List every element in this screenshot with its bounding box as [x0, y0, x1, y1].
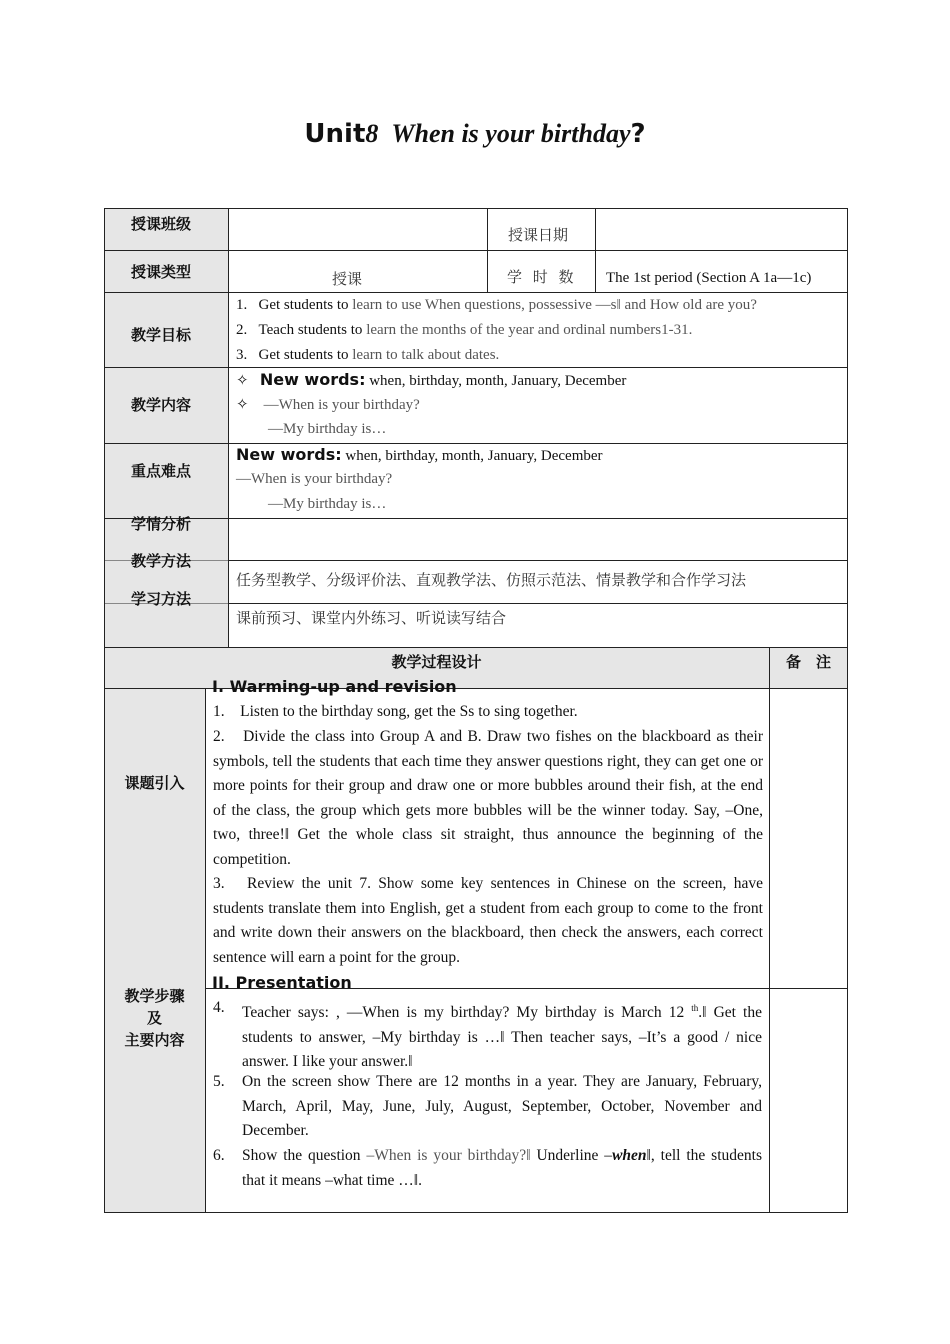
steps-label-line-1: 教学步骤 — [124, 987, 185, 1005]
diamond-icon: ✧ — [236, 371, 249, 389]
teaching-method-label: 教学方法 — [131, 552, 192, 570]
intro-label: 课题引入 — [124, 774, 185, 792]
step-6-text: Show the question –When is your birthday?‖ Underline –when‖, tell the students that it means –what time …‖. — [242, 1147, 762, 1189]
goal-item: 1. Get students to learn to use When questions, possessive —s‖ and How old are you? — [236, 297, 757, 313]
content-label: 教学内容 — [131, 396, 192, 414]
step-4-text: Teacher says: , —When is my birthday? My birthday is March 12 $^{th}$.‖ Get the students to answer, –My birthday is …‖ Then teacher says, –It’s a good / nice answer. I like your answer.‖ — [242, 1003, 762, 1071]
hours-label: 学 时 数 — [507, 268, 574, 286]
step-number: 5. — [213, 1073, 225, 1090]
steps-label-column — [104, 688, 205, 1212]
goal-item: 3. Get students to learn to talk about dates. — [236, 347, 500, 363]
type-value: 授课 — [332, 270, 363, 288]
step-5-text: On the screen show There are 12 months in a year. They are January, February, March, April, May, June, July, August, September, October, November and December. — [242, 1073, 762, 1140]
type-label: 授课类型 — [131, 263, 192, 281]
content-words-line: ✧ New words: when, birthday, month, January, December — [236, 370, 627, 389]
keypoints-label: 重点难点 — [131, 462, 192, 480]
process-header: 教学过程设计 — [391, 653, 482, 671]
learning-method-label: 学习方法 — [131, 590, 192, 608]
steps-label-line-3: 主要内容 — [124, 1031, 185, 1049]
learning-method-value: 课前预习、课堂内外练习、听说读写结合 — [236, 609, 507, 627]
content-question-line: ✧ —When is your birthday? — [236, 395, 420, 413]
intro-step-3: 3. Review the unit 7. Show some key sentences in Chinese on the screen, have students translate them into English, get a student from each group to come to the front and write down their answers on the blackboard, then check the answers, each correct sentence will earn a point for the group. — [213, 875, 763, 966]
steps-label-line-2: 及 — [146, 1009, 162, 1027]
class-label: 授课班级 — [131, 215, 192, 233]
diamond-icon: ✧ — [236, 395, 249, 413]
goal-item: 2. Teach students to learn the months of the year and ordinal numbers1-31. — [236, 322, 693, 338]
teaching-method-value: 任务型教学、分级评价法、直观教学法、仿照示范法、情景教学和合作学习法 — [236, 571, 747, 589]
step-number: 4. — [213, 999, 225, 1016]
date-label: 授课日期 — [508, 226, 569, 244]
intro-step-2: 2. Divide the class into Group A and B. Draw two fishes on the blackboard as their symbols, tell the students that each time they answer questions right, they can get one or more points for their group and draw one or more bubbles around their fish, at the end of the class, the group which gets more bubbles will be the winner today. Say, –One, two, three!‖ Get the whole class sit straight, thus announce the beginning of the competition. — [213, 728, 763, 868]
keypoints-words-line: New words: when, birthday, month, January, December — [236, 445, 603, 464]
goals-label: 教学目标 — [131, 326, 192, 344]
analysis-label: 学情分析 — [131, 515, 192, 533]
keypoints-answer-line: —My birthday is… — [268, 496, 387, 512]
intro-step-1: 1. Listen to the birthday song, get the Ss to sing together. — [213, 703, 578, 720]
keypoints-question-line: —When is your birthday? — [236, 471, 393, 487]
step-number: 6. — [213, 1147, 225, 1164]
content-answer-line: —My birthday is… — [268, 421, 387, 437]
section-warmup-heading: I. Warming-up and revision — [212, 677, 457, 696]
notes-header: 备 注 — [785, 653, 831, 671]
section-presentation-heading: II. Presentation — [212, 973, 352, 992]
page-title: Unit8 When is your birthday? — [304, 119, 646, 149]
period-value: The 1st period (Section A 1a—1c) — [606, 270, 812, 286]
